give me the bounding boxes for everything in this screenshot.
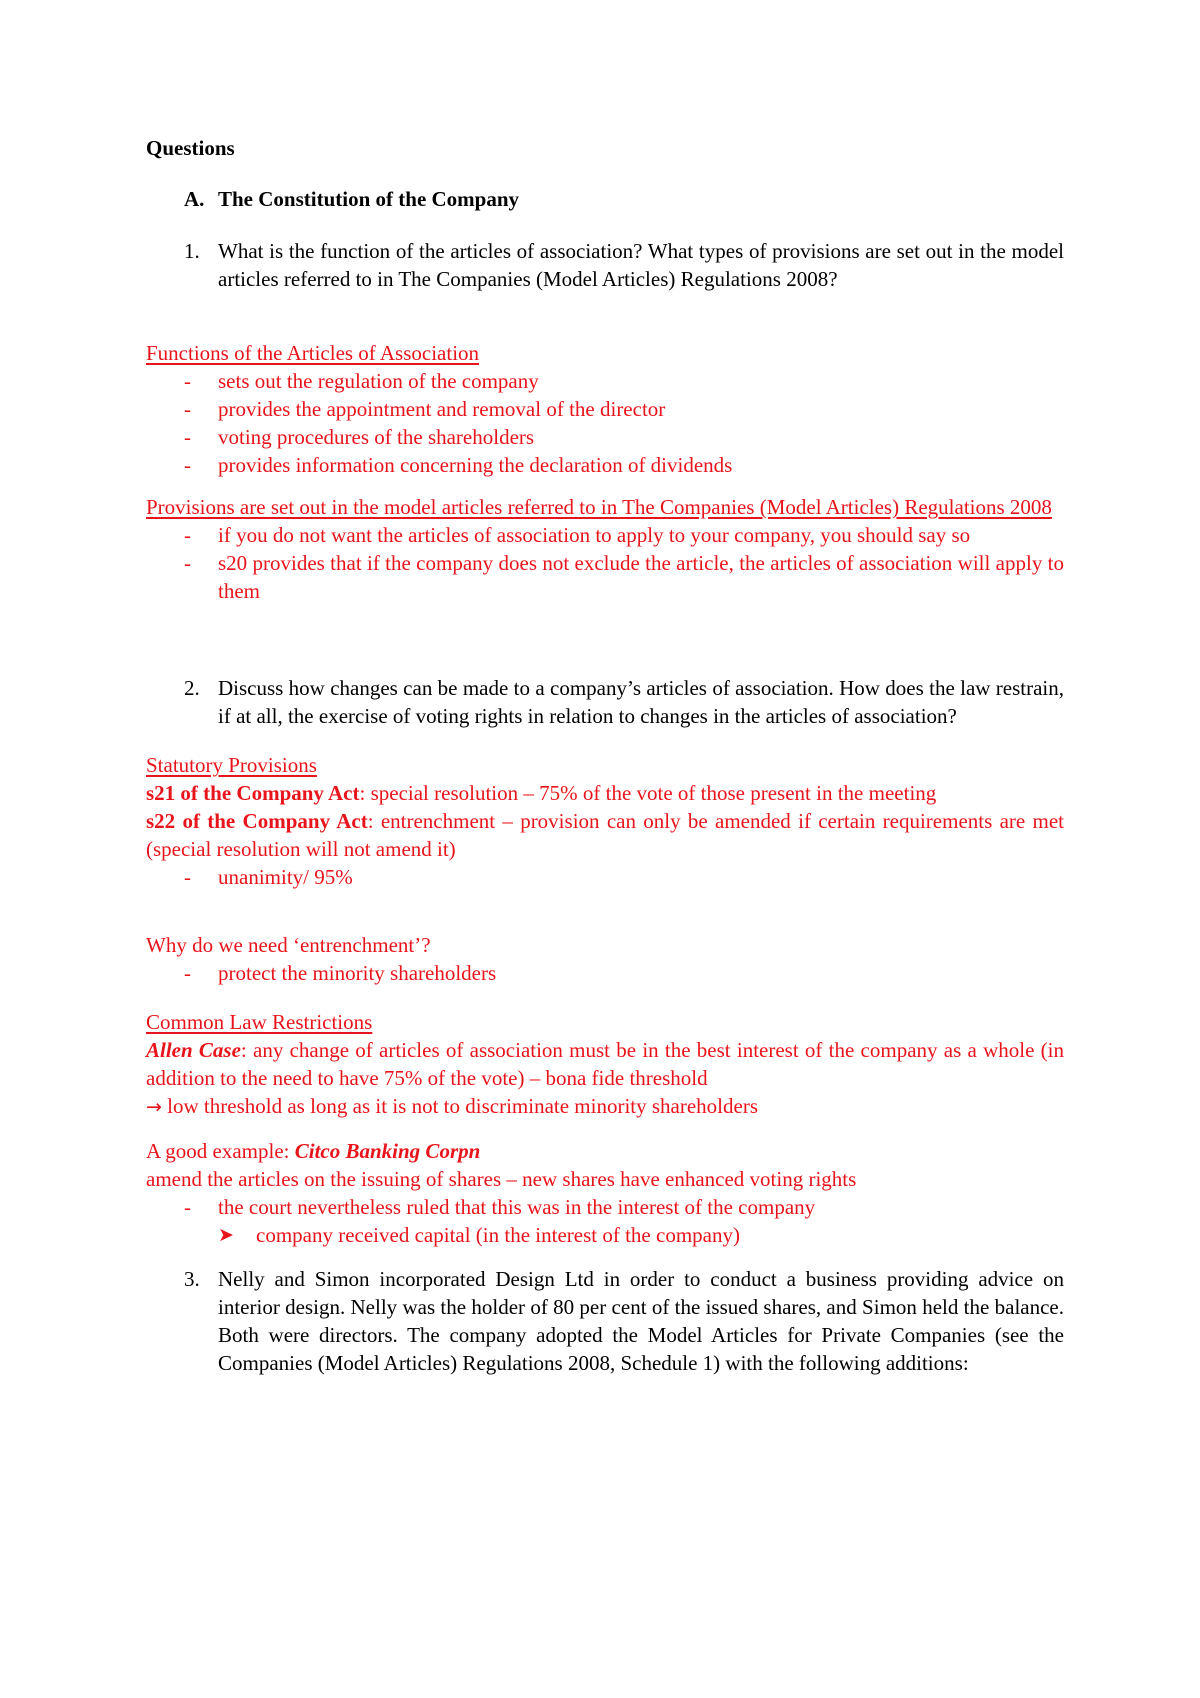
provisions-section bbox=[146, 493, 1064, 605]
s22-label: s22 of the Company Act bbox=[146, 809, 368, 833]
s22-paragraph: s22 of the Company Act: entrenchment – provision can only be amended if certain requirements are met (special resolution will not amend it) bbox=[146, 809, 1064, 861]
list-item: - protect the minority shareholders bbox=[184, 961, 497, 985]
s21-label: s21 of the Company Act bbox=[146, 781, 360, 805]
list-item: - provides information concerning the declaration of dividends bbox=[184, 453, 733, 477]
s21-paragraph: s21 of the Company Act: special resolution – 75% of the vote of those present in the meeting bbox=[146, 781, 937, 805]
list-item: - sets out the regulation of the company bbox=[184, 369, 539, 393]
arrow-line: → low threshold as long as it is not to discriminate minority shareholders bbox=[146, 1094, 759, 1118]
question-2-number: 2. bbox=[184, 676, 200, 700]
allen-case-label: Allen Case bbox=[146, 1038, 241, 1062]
functions-title: Functions of the Articles of Association bbox=[146, 341, 480, 365]
question-1-number: 1. bbox=[184, 239, 200, 263]
citco-case-label: Citco Banking Corpn bbox=[294, 1139, 481, 1163]
functions-section bbox=[146, 339, 1064, 479]
list-item: - s20 provides that if the company does not exclude the article, the articles of association will apply to them bbox=[184, 551, 1064, 603]
statutory-section bbox=[146, 751, 1064, 891]
why-question: Why do we need ‘entrenchment’? bbox=[146, 933, 431, 957]
question-2 bbox=[146, 674, 1064, 730]
example-section bbox=[146, 1137, 1064, 1249]
question-3-number: 3. bbox=[184, 1267, 200, 1291]
example-text: amend the articles on the issuing of shares – new shares have enhanced voting rights bbox=[146, 1167, 857, 1191]
page-heading: Questions bbox=[146, 136, 235, 160]
section-a-heading bbox=[146, 185, 1064, 213]
example-heading: A good example: Citco Banking Corpn bbox=[146, 1139, 481, 1163]
list-item: - unanimity/ 95% bbox=[184, 865, 353, 889]
sub-list-item: ➤ company received capital (in the interest of the company) bbox=[218, 1223, 740, 1247]
why-section bbox=[146, 931, 1064, 987]
allen-paragraph: Allen Case: any change of articles of association must be in the best interest of the company as a whole (in addition to the need to have 75% of the vote) – bona fide threshold bbox=[146, 1038, 1064, 1090]
right-arrow-icon: → bbox=[146, 1096, 162, 1118]
question-3-text: Nelly and Simon incorporated Design Ltd in order to conduct a business providing advice on interior design. Nelly was the holder of 80 per cent of the issued shares, and Simon held the balance. Both were directors. The company adopted the Model Articles for Private Companies (see the Companies (Model Articles) Regulations 2008, Schedule 1) with the following additions: bbox=[218, 1267, 1064, 1375]
list-item: - voting procedures of the shareholders bbox=[184, 425, 535, 449]
common-law-section bbox=[146, 1008, 1064, 1121]
list-item: - provides the appointment and removal of the director bbox=[184, 397, 666, 421]
question-2-text: Discuss how changes can be made to a company’s articles of association. How does the law restrain, if at all, the exercise of voting rights in relation to changes in the articles of association? bbox=[218, 676, 1064, 728]
common-law-title: Common Law Restrictions bbox=[146, 1010, 373, 1034]
statutory-title: Statutory Provisions bbox=[146, 753, 317, 777]
question-1-text: What is the function of the articles of association? What types of provisions are set out in the model articles referred to in The Companies (Model Articles) Regulations 2008? bbox=[218, 239, 1064, 291]
question-1 bbox=[146, 237, 1064, 293]
provisions-title: Provisions are set out in the model articles referred to in The Companies (Model Articles) Regulations 2008 bbox=[146, 495, 1052, 519]
question-3 bbox=[146, 1265, 1064, 1377]
section-a-title: The Constitution of the Company bbox=[218, 187, 520, 211]
list-item: - if you do not want the articles of association to apply to your company, you should say so bbox=[184, 523, 971, 547]
list-item: - the court nevertheless ruled that this was in the interest of the company bbox=[184, 1195, 816, 1219]
chevron-right-icon: ➤ bbox=[218, 1224, 234, 1246]
section-a-marker: A. bbox=[184, 187, 205, 211]
